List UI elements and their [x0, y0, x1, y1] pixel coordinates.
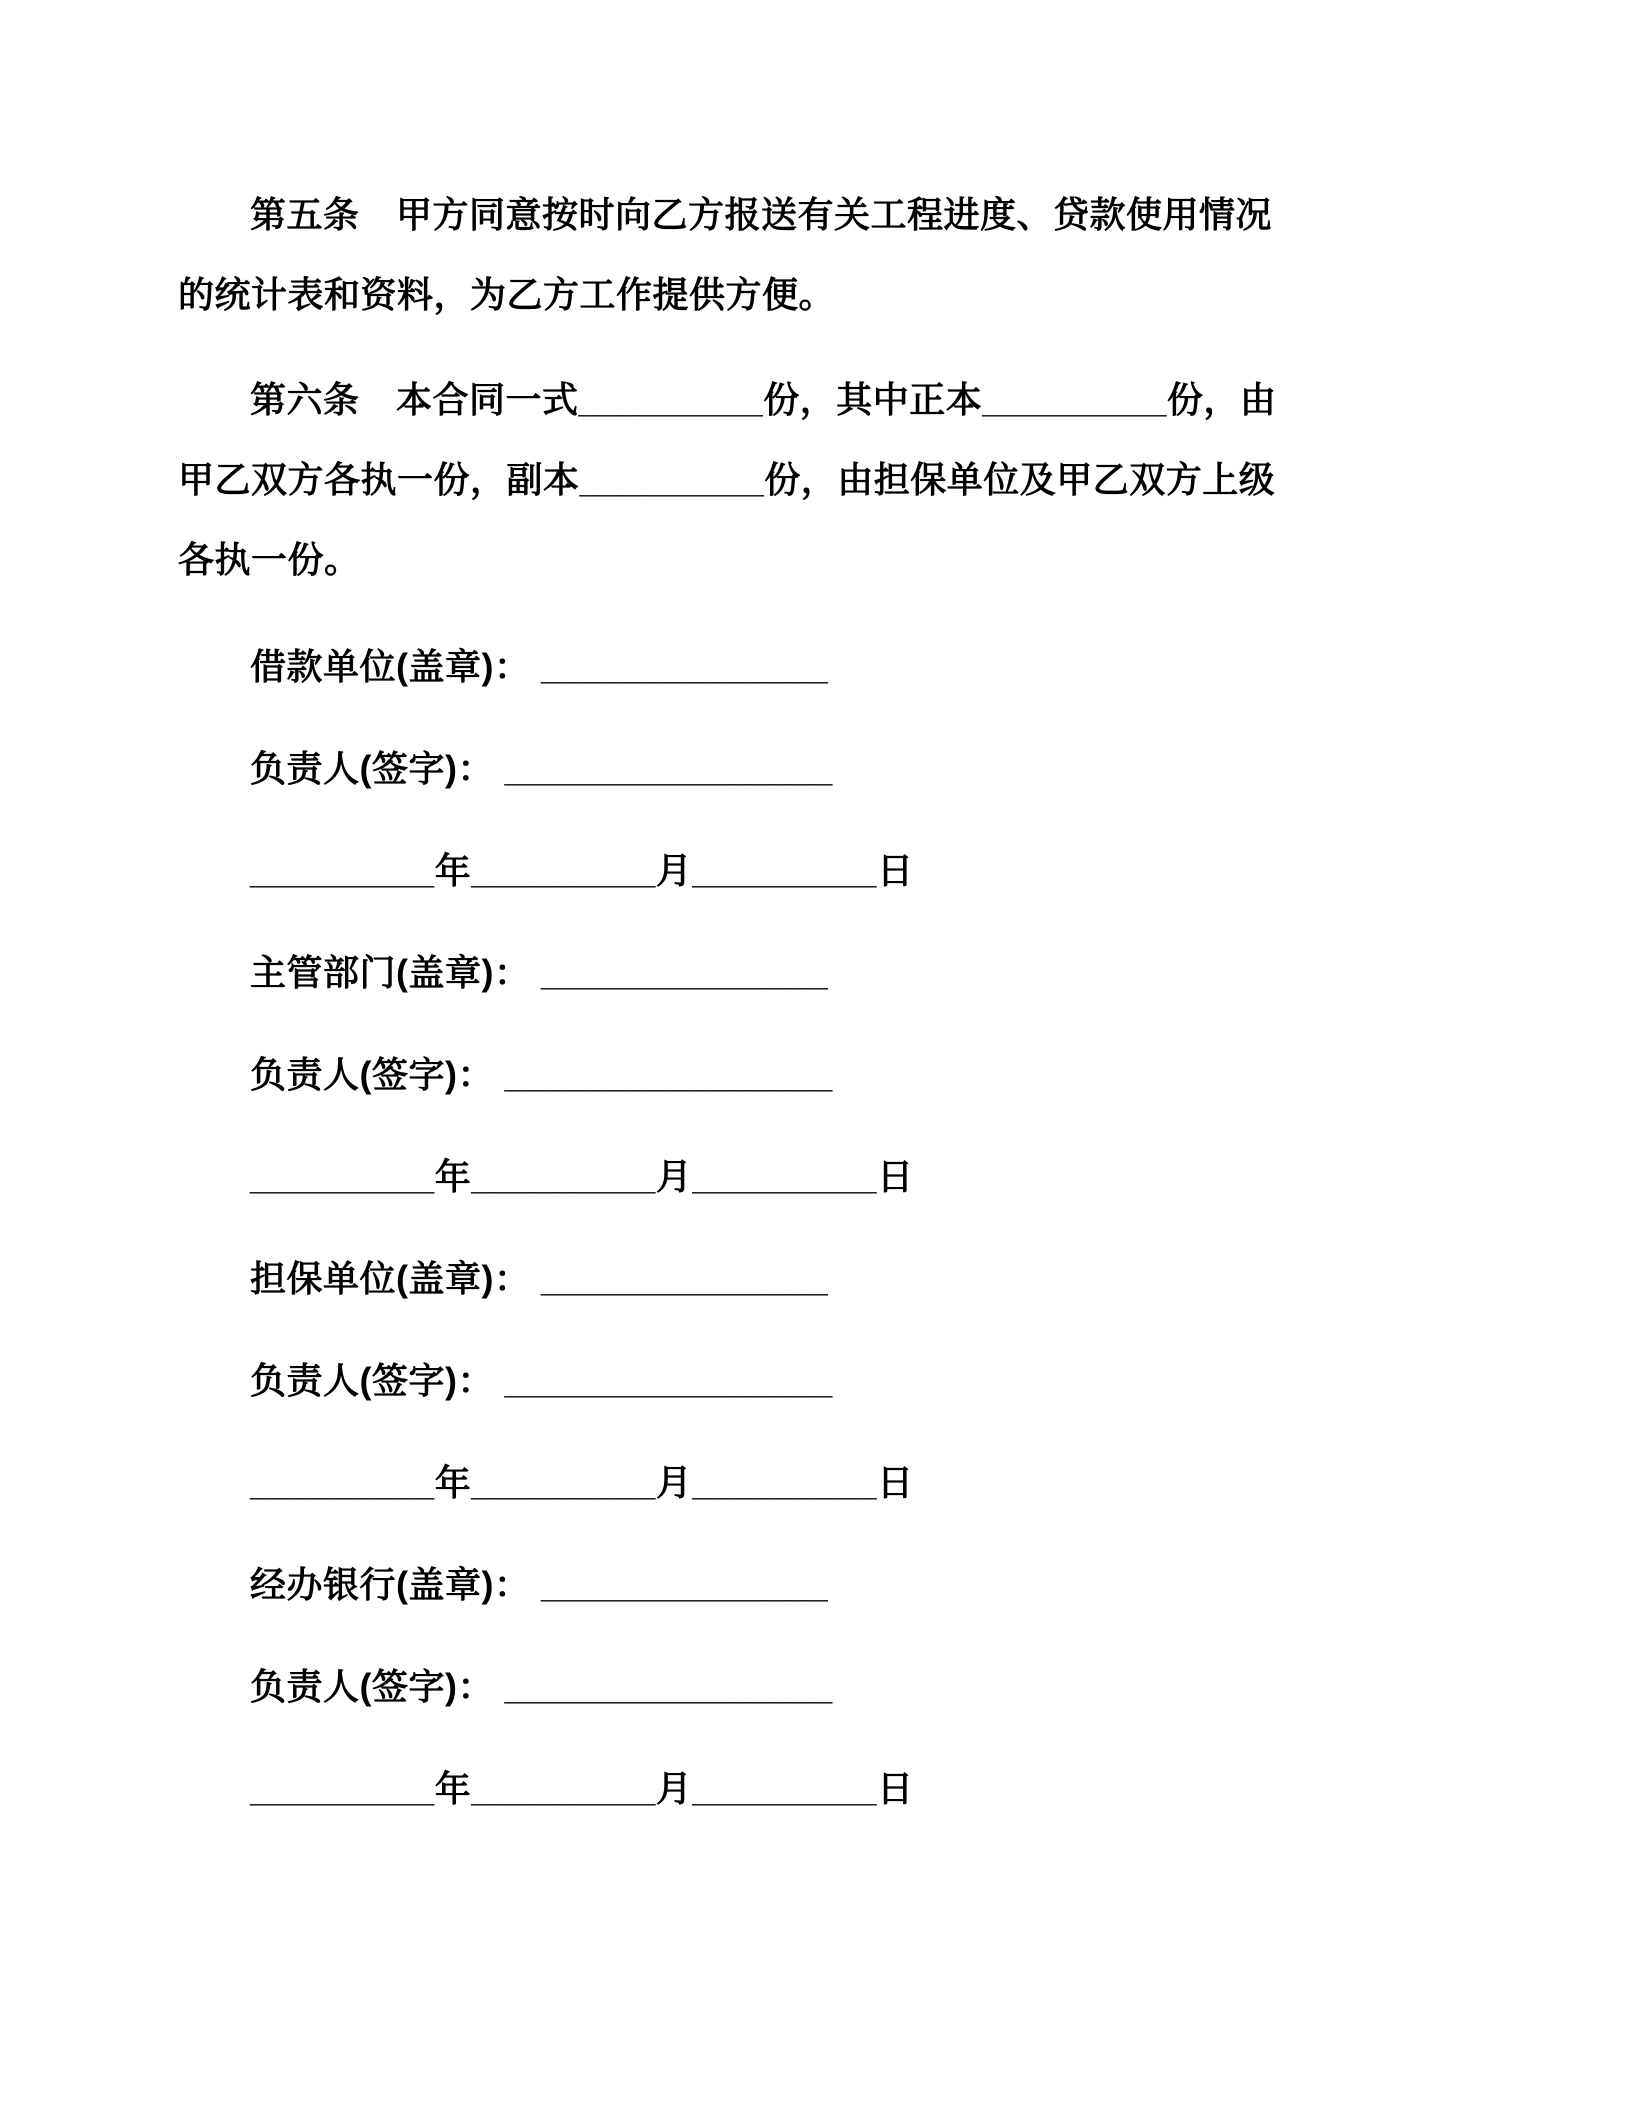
guarantor-sign-line: 负责人(签字)： ________________: [250, 1360, 833, 1401]
bank-sign-line: 负责人(签字)： ________________: [250, 1666, 833, 1707]
department-date-line: _________年_________月_________日: [250, 1156, 914, 1197]
article6-line-2: 甲乙双方各执一份，副本_________份，由担保单位及甲乙双方上级: [178, 459, 1276, 500]
borrower-date-line: _________年_________月_________日: [250, 850, 914, 891]
borrower-sign-line: 负责人(签字)： ________________: [250, 748, 833, 789]
borrower-seal-line: 借款单位(盖章)： ______________: [250, 646, 829, 687]
bank-seal-line: 经办银行(盖章)： ______________: [250, 1564, 829, 1605]
bank-date-line: _________年_________月_________日: [250, 1768, 914, 1809]
article5-line-2: 的统计表和资料，为乙方工作提供方便。: [178, 274, 836, 315]
department-sign-line: 负责人(签字)： ________________: [250, 1054, 833, 1095]
guarantor-date-line: _________年_________月_________日: [250, 1462, 914, 1503]
article6-line-3: 各执一份。: [178, 539, 361, 580]
article5-line-1: 第五条 甲方同意按时向乙方报送有关工程进度、贷款使用情况: [250, 194, 1273, 235]
department-seal-line: 主管部门(盖章)： ______________: [250, 952, 829, 993]
guarantor-seal-line: 担保单位(盖章)： ______________: [250, 1258, 829, 1299]
article6-line-1: 第六条 本合同一式_________份，其中正本_________份，由: [250, 379, 1277, 420]
